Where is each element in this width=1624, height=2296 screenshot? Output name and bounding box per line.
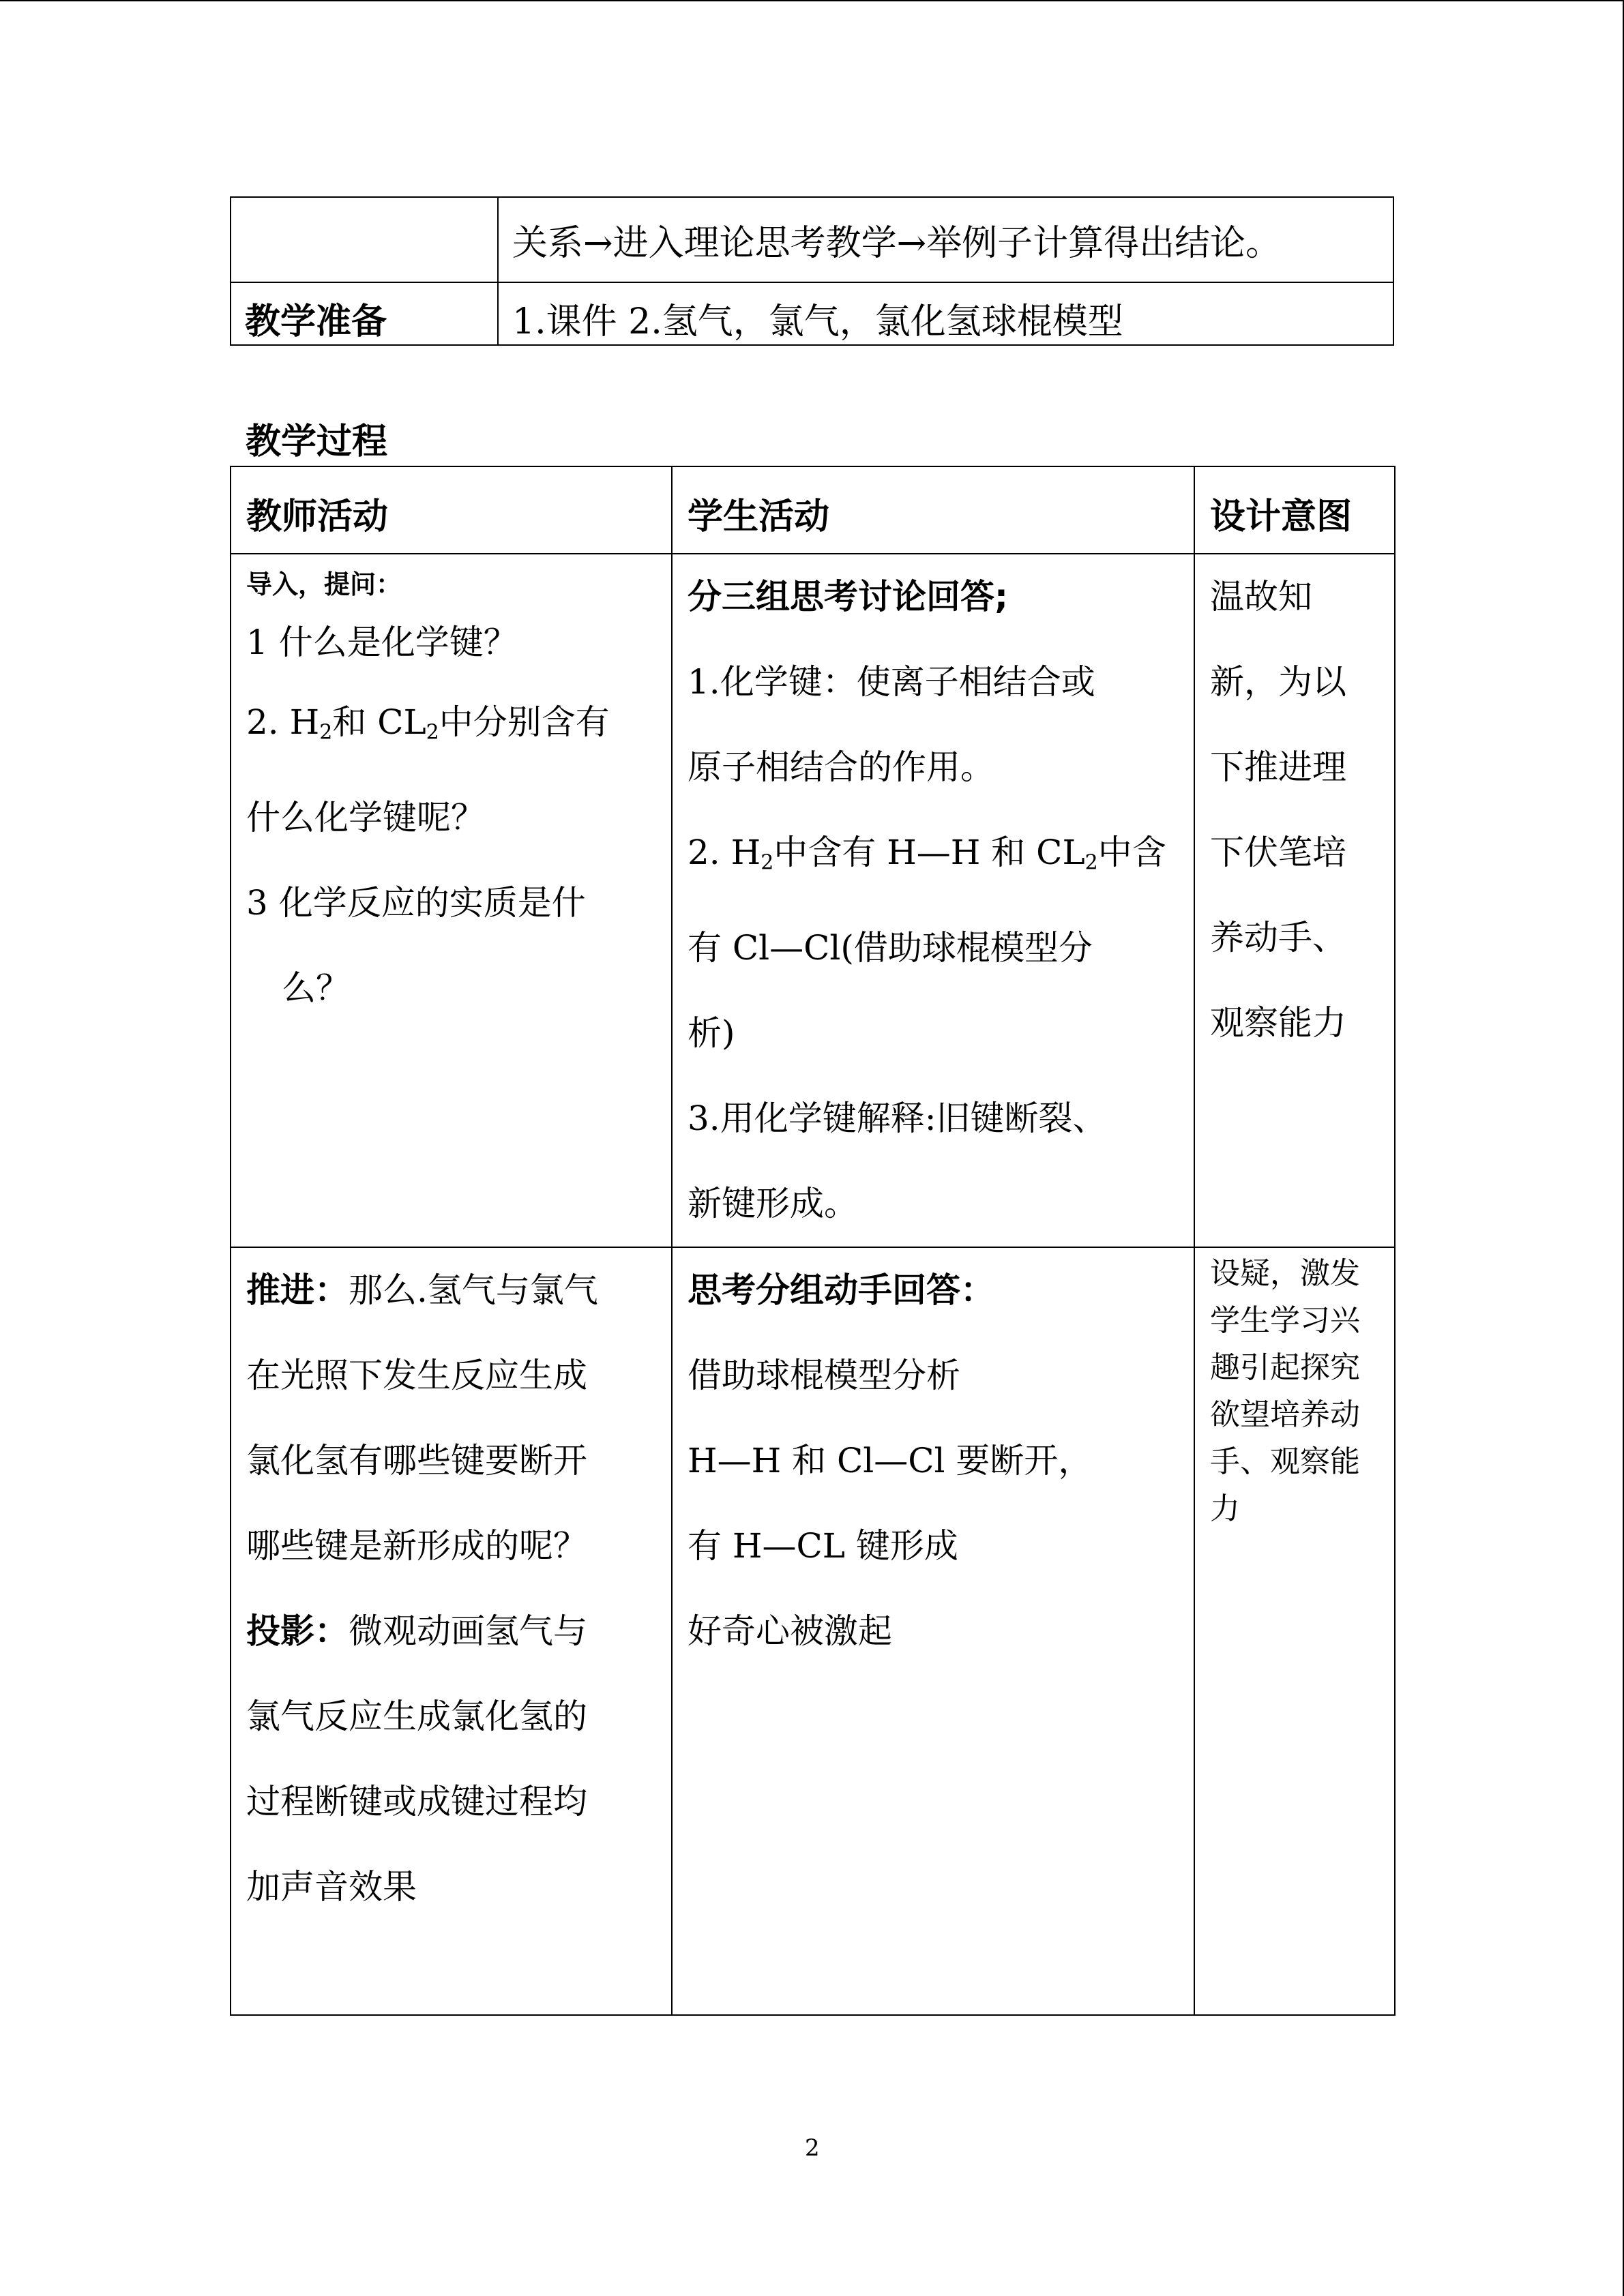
student-line: H—H 和 Cl—Cl 要断开，: [688, 1440, 1093, 1480]
intent1-line: 养动手、: [1210, 918, 1346, 957]
student-a3: 3.用化学键解释:旧键断裂、: [688, 1098, 1107, 1138]
intro-label: 导入，提问：: [246, 569, 402, 599]
page-top-border: [0, 0, 1624, 1]
header-teacher-label: 教师活动: [246, 496, 389, 537]
header-student: [672, 466, 1194, 554]
process-table: [230, 466, 1396, 2016]
advance-text: 那么.氢气与氯气: [349, 1270, 598, 1310]
teacher-q2-cont: 什么化学键呢？: [246, 797, 485, 837]
section-title: 教学过程: [246, 421, 388, 462]
student-a2: 2. $H_2$中含有 H—H 和 $CL_2$中含: [688, 833, 1166, 875]
student-title-2: 思考分组动手回答：: [688, 1270, 994, 1310]
info-row1-cell: [498, 197, 1393, 282]
teacher-q3-cont: 么？: [282, 968, 350, 1008]
intent1-line: 下伏笔培: [1210, 833, 1346, 872]
teacher-q2: 2. $H_2$和 $CL_2$中分别含有: [246, 702, 610, 745]
row1-teacher-cell: [231, 554, 672, 1247]
header-intent: [1194, 466, 1395, 554]
student-a3-cont: 新键形成。: [688, 1183, 858, 1223]
student-a1: 1.化学键：使离子相结合或: [688, 662, 1095, 702]
teacher-advance-line: 哪些键是新形成的呢？: [246, 1525, 587, 1566]
teacher-advance: [246, 1248, 662, 1333]
intent2-line: 手、观察能: [1210, 1444, 1360, 1479]
intent2-line: 欲望培养动: [1210, 1397, 1360, 1432]
teacher-q1: 1 什么是化学键？: [246, 623, 518, 662]
student-line: 借助球棍模型分析: [688, 1355, 960, 1395]
intent1-line: 下推进理: [1210, 747, 1346, 787]
teacher-advance-line: 在光照下发生反应生成: [246, 1355, 587, 1395]
student-a2-cont2: 析): [688, 1013, 735, 1053]
teacher-projection: [246, 1589, 662, 1674]
student-line: 有 H—CL 键形成: [688, 1525, 958, 1566]
intent2-line: 力: [1210, 1491, 1240, 1526]
projection-label: 投影：: [246, 1611, 349, 1651]
intent2-line: 设疑，激发: [1210, 1255, 1360, 1291]
projection-text: 微观动画氢气与: [349, 1611, 587, 1651]
teaching-prep-text: 1.课件 2.氢气，氯气，氯化氢球棍模型: [512, 301, 1123, 342]
info-row1-text: 关系→进入理论思考教学→举例子计算得出结论。: [512, 223, 1282, 264]
intent1-line: 温故知: [1210, 577, 1312, 616]
advance-label: 推进：: [246, 1270, 349, 1310]
info-table: [230, 196, 1394, 346]
header-intent-label: 设计意图: [1210, 496, 1353, 537]
teaching-prep-label: 教学准备: [245, 301, 387, 342]
student-line: 好奇心被激起: [688, 1611, 892, 1651]
row2-student-cell: [672, 1247, 1194, 2015]
page-number: 2: [805, 2134, 820, 2162]
student-title-1: 分三组思考讨论回答;: [688, 577, 1008, 616]
intent2-line: 学生学习兴: [1210, 1302, 1360, 1338]
teacher-advance-line: 氯化氢有哪些键要断开: [246, 1440, 587, 1480]
info-empty-cell: [231, 197, 498, 282]
teacher-projection-line: 过程断键或成键过程均: [246, 1781, 587, 1821]
intent1-line: 新，为以: [1210, 662, 1346, 702]
intent2-line: 趣引起探究: [1210, 1350, 1360, 1385]
teacher-projection-line: 加声音效果: [246, 1866, 417, 1907]
row2-intent-cell: [1194, 1247, 1395, 2015]
row1-intent-cell: [1194, 554, 1395, 1247]
teacher-q3: 3 化学反应的实质是什: [246, 882, 586, 923]
row2-teacher-cell: [231, 1247, 672, 2015]
header-teacher: [231, 466, 672, 554]
info-prep-cell: [498, 282, 1393, 345]
header-student-label: 学生活动: [688, 496, 830, 537]
info-label-cell: [231, 282, 498, 345]
row1-student-cell: [672, 554, 1194, 1247]
student-a1-cont: 原子相结合的作用。: [688, 747, 994, 787]
intent1-line: 观察能力: [1210, 1003, 1346, 1043]
teacher-projection-line: 氯气反应生成氯化氢的: [246, 1696, 587, 1736]
student-a2-cont: 有 Cl—Cl(借助球棍模型分: [688, 927, 1093, 968]
